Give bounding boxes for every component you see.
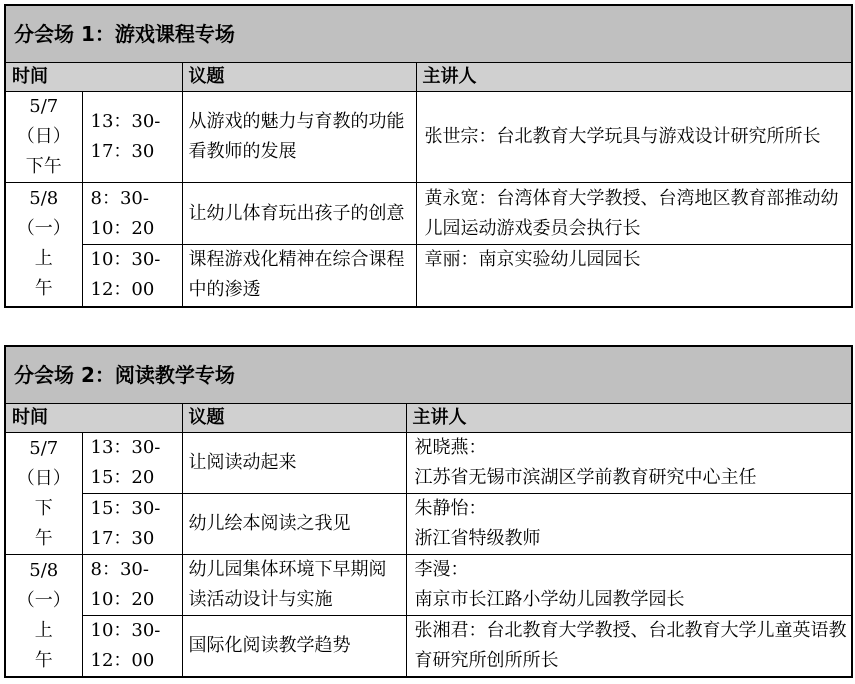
topic-cell: 让阅读动起来 xyxy=(182,433,406,494)
header-topic: 议题 xyxy=(182,63,416,92)
topic-cell: 国际化阅读教学趋势 xyxy=(182,616,406,678)
time-cell: 8：30- 10：20 xyxy=(82,555,182,616)
speaker-cell: 章丽：南京实验幼儿园园长 xyxy=(416,245,852,307)
time-cell: 15：30- 17：30 xyxy=(82,494,182,555)
time-cell: 13：30- 17：30 xyxy=(82,92,182,183)
table-row xyxy=(5,616,852,678)
table-row xyxy=(5,245,852,307)
speaker-cell: 黄永宽：台湾体育大学教授、台湾地区教育部推动幼儿园运动游戏委员会执行长 xyxy=(416,183,852,245)
speaker-cell: 张湘君：台北教育大学教授、台北教育大学儿童英语教育研究所创所所长 xyxy=(406,616,852,678)
table-row xyxy=(5,555,852,616)
time-cell: 10：30- 12：00 xyxy=(82,616,182,678)
header-speaker: 主讲人 xyxy=(406,404,852,433)
session2-table xyxy=(4,345,853,678)
speaker-cell: 朱静怡： 浙江省特级教师 xyxy=(406,494,852,555)
header-time: 时间 xyxy=(5,404,182,433)
topic-cell: 从游戏的魅力与育教的功能看教师的发展 xyxy=(182,92,416,183)
topic-cell: 幼儿园集体环境下早期阅读活动设计与实施 xyxy=(182,555,406,616)
topic-cell: 幼儿绘本阅读之我见 xyxy=(182,494,406,555)
table-row xyxy=(5,494,852,555)
header-topic: 议题 xyxy=(182,404,406,433)
speaker-cell: 李漫： 南京市长江路小学幼儿园教学园长 xyxy=(406,555,852,616)
header-row xyxy=(5,404,852,433)
session1-table xyxy=(4,4,853,308)
table-row xyxy=(5,183,852,245)
topic-cell: 让幼儿体育玩出孩子的创意 xyxy=(182,183,416,245)
time-cell: 10：30- 12：00 xyxy=(82,245,182,307)
day-cell: 5/8 （一） 上 午 xyxy=(5,555,82,678)
day-cell: 5/8 （一） 上 午 xyxy=(5,183,82,307)
table-row xyxy=(5,92,852,183)
speaker-cell: 张世宗：台北教育大学玩具与游戏设计研究所所长 xyxy=(416,92,852,183)
day-cell: 5/7 （日） 下午 xyxy=(5,92,82,183)
session-title: 分会场 1：游戏课程专场 xyxy=(5,5,852,63)
header-speaker: 主讲人 xyxy=(416,63,852,92)
time-cell: 13：30- 15：20 xyxy=(82,433,182,494)
table-row xyxy=(5,433,852,494)
topic-cell: 课程游戏化精神在综合课程中的渗透 xyxy=(182,245,416,307)
header-time: 时间 xyxy=(5,63,182,92)
time-cell: 8：30- 10：20 xyxy=(82,183,182,245)
header-row xyxy=(5,63,852,92)
speaker-cell: 祝晓燕： 江苏省无锡市滨湖区学前教育研究中心主任 xyxy=(406,433,852,494)
day-cell: 5/7 （日） 下 午 xyxy=(5,433,82,555)
session-title: 分会场 2：阅读教学专场 xyxy=(5,346,852,404)
